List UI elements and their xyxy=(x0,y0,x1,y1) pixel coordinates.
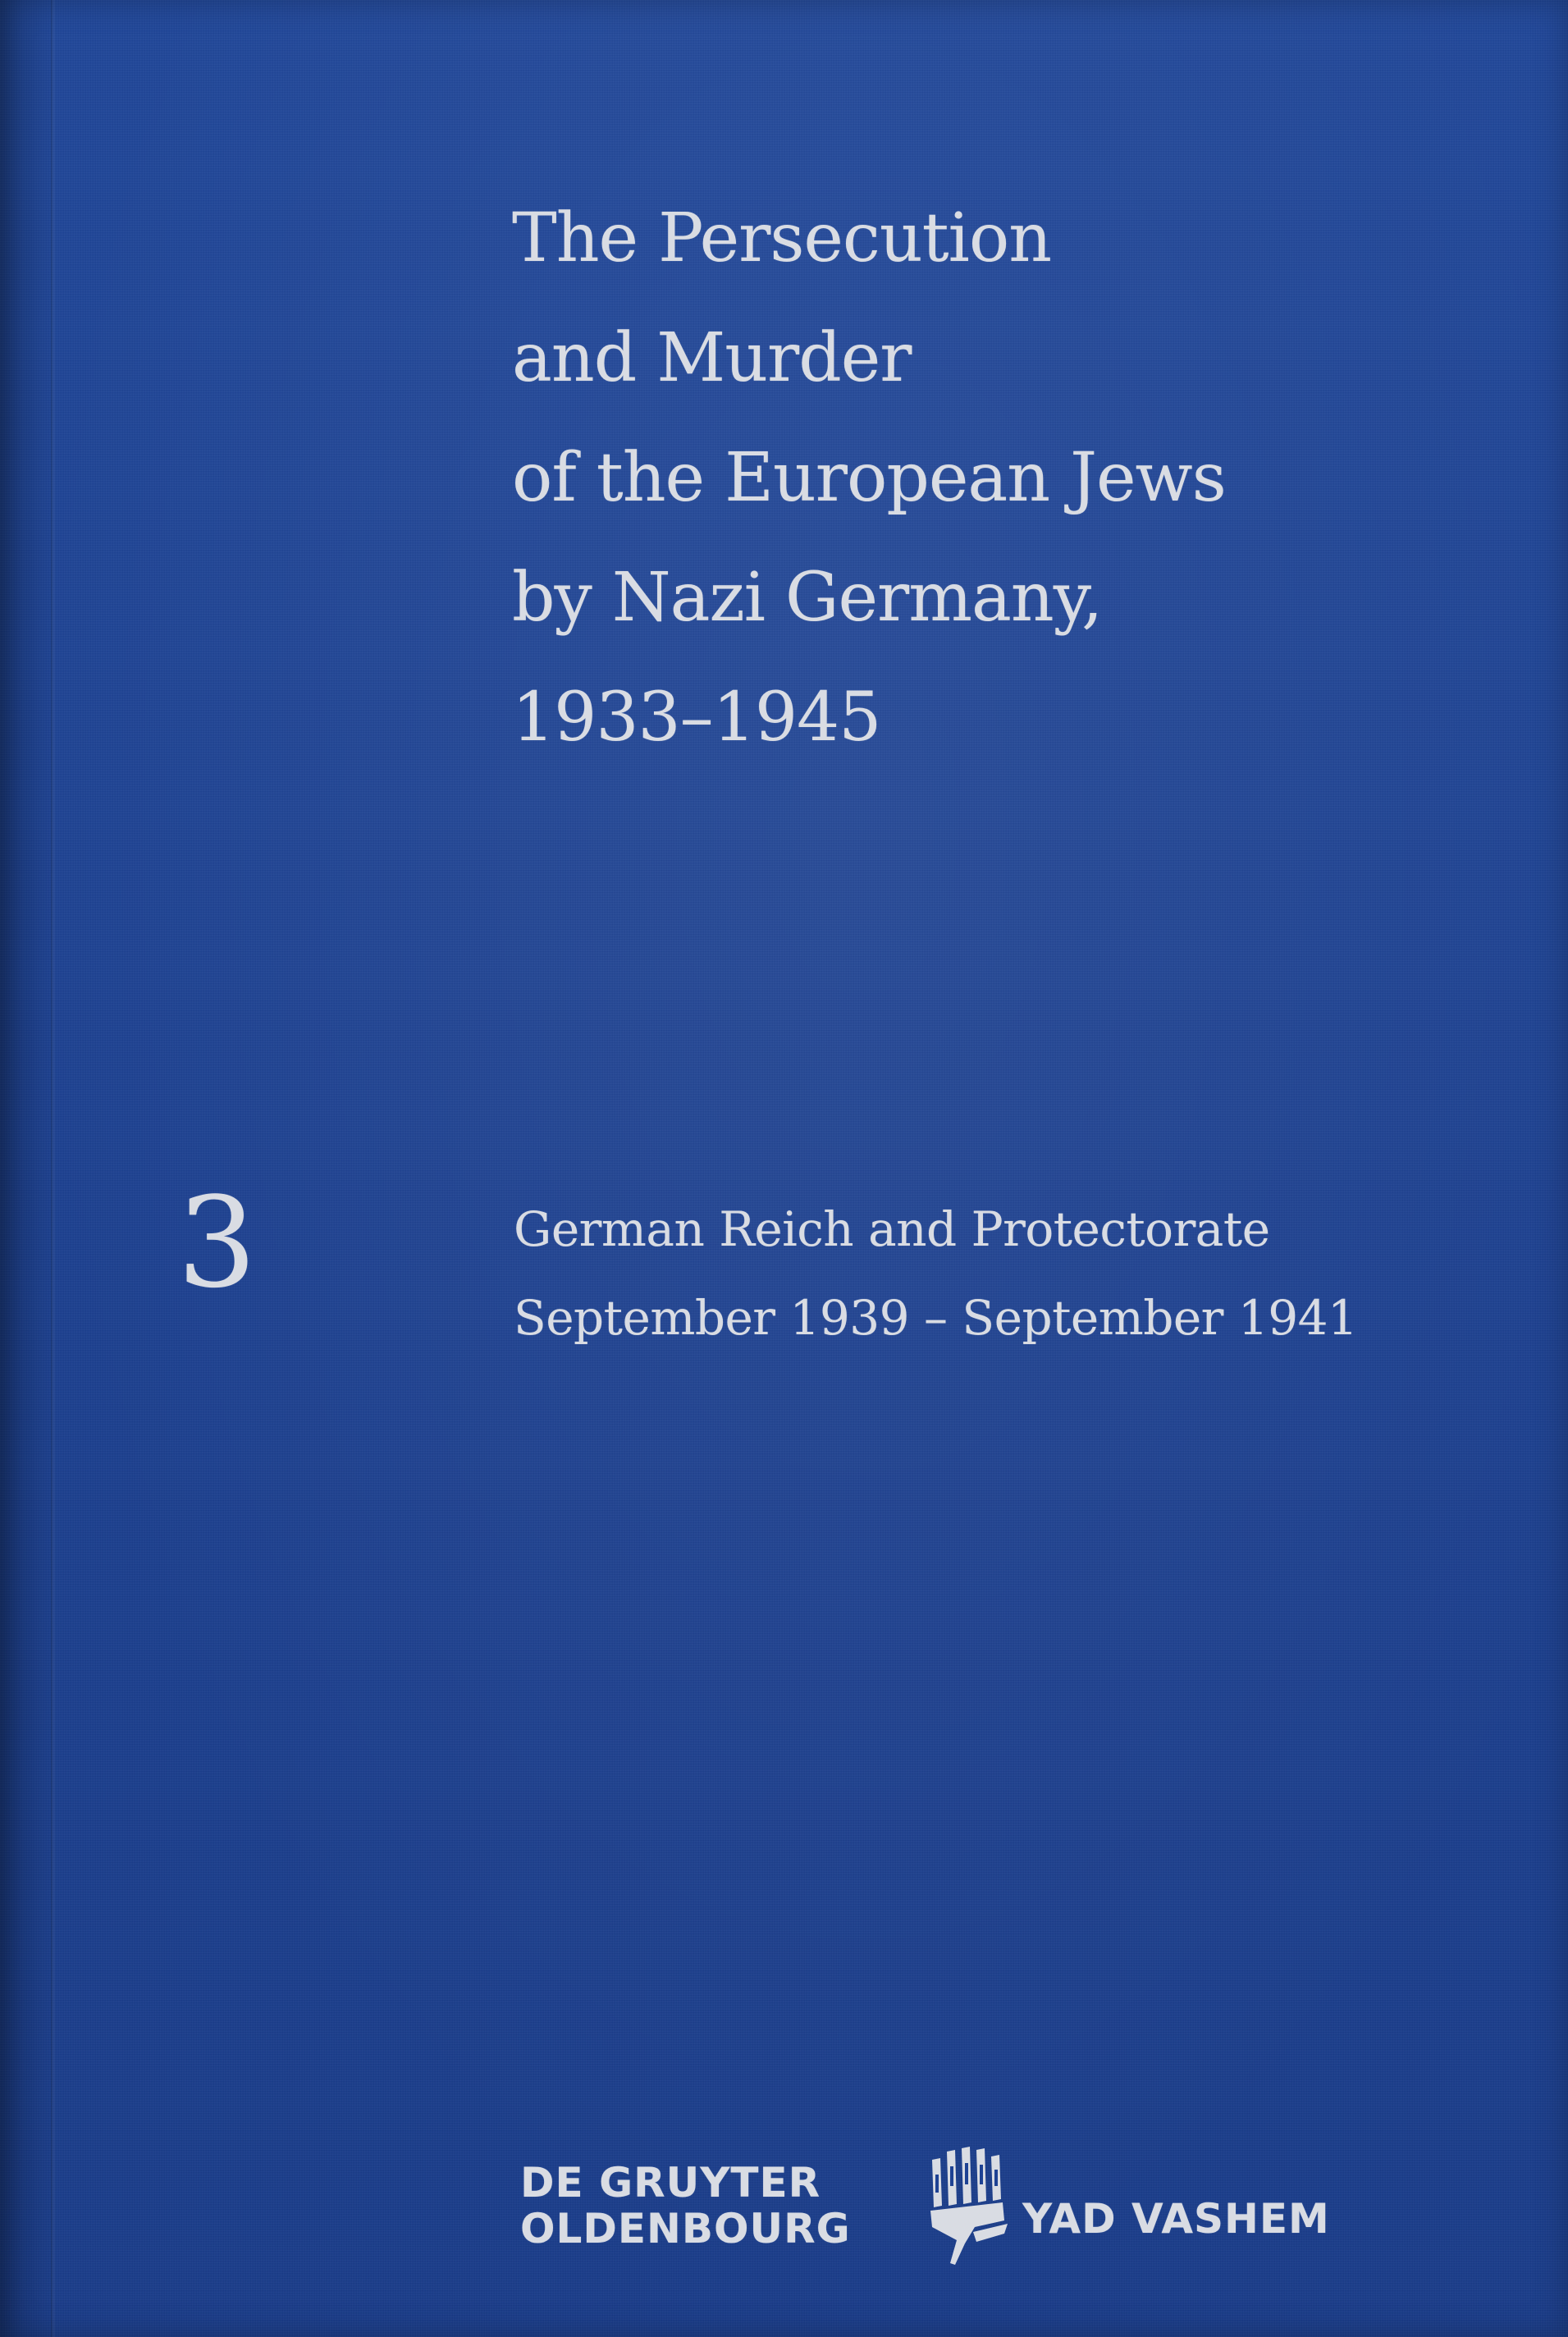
subtitle-line-2: September 1939 – September 1941 xyxy=(514,1290,1358,1346)
subtitle-line-1: German Reich and Protectorate xyxy=(514,1201,1270,1257)
title-line-3: of the European Jews xyxy=(512,439,1226,517)
title-line-5: 1933–1945 xyxy=(512,679,881,757)
title-line-1: The Persecution xyxy=(512,199,1052,277)
volume-number: 3 xyxy=(177,1170,257,1315)
title-line-4: by Nazi Germany, xyxy=(512,559,1103,637)
title-line-2: and Murder xyxy=(512,319,912,397)
publisher-line-2: OLDENBOURG xyxy=(520,2205,851,2252)
publisher-line-1: DE GRUYTER xyxy=(520,2159,821,2207)
yad-vashem-name: YAD VASHEM xyxy=(1022,2195,1330,2243)
